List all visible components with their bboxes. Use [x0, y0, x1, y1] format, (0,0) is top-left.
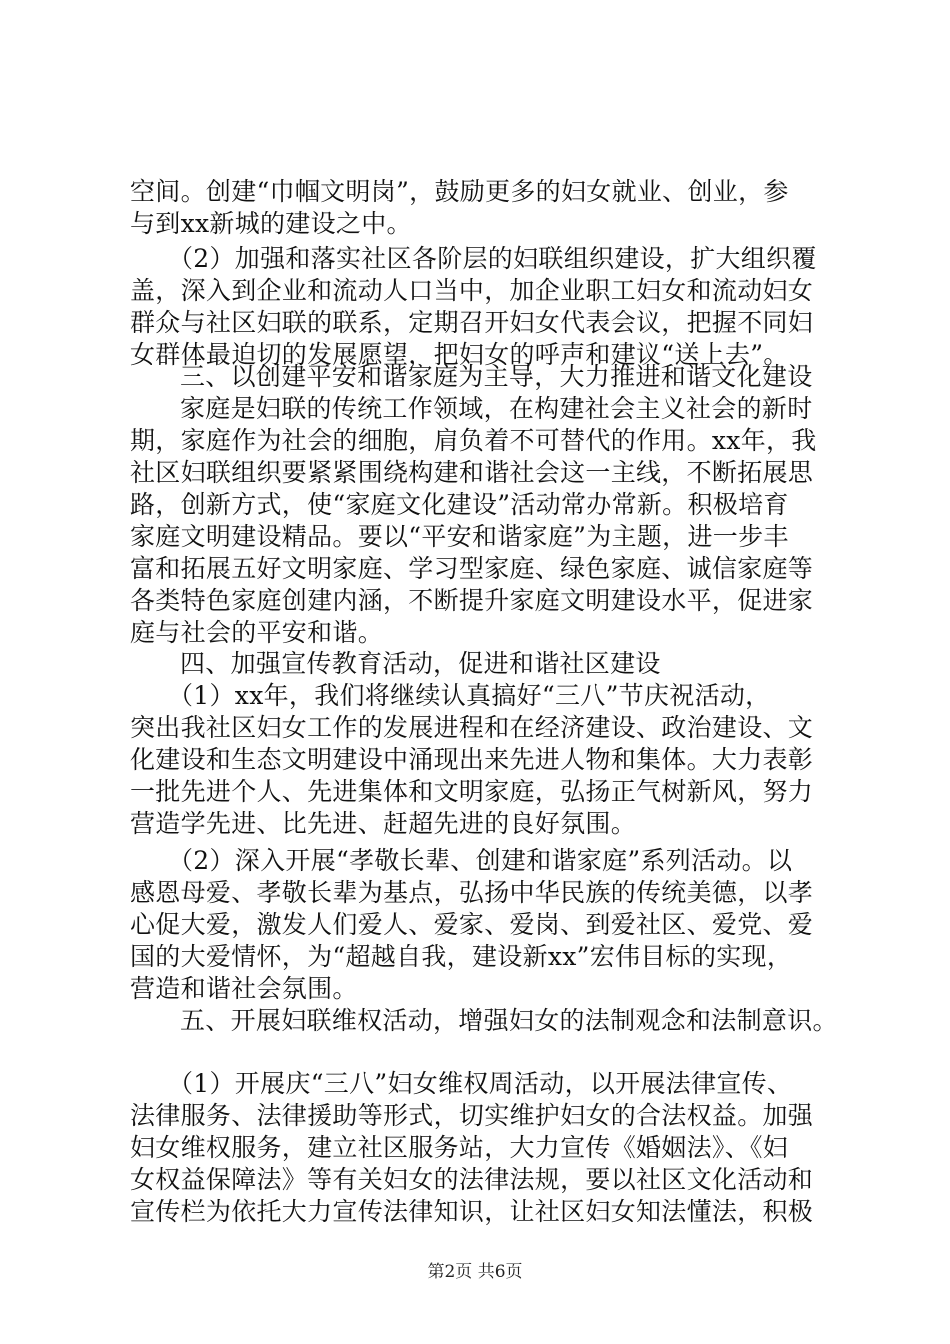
text-line: 群众与社区妇联的联系，定期召开妇女代表会议，把握不同妇: [130, 308, 814, 337]
text-line: 宣传栏为依托大力宣传法律知识，让社区妇女知法懂法，积极: [130, 1197, 814, 1226]
text-line: 法律服务、法律援助等形式，切实维护妇女的合法权益。加强: [130, 1101, 814, 1130]
page-number-footer: 第2页 共6页: [427, 1262, 523, 1282]
text-line: 期，家庭作为社会的细胞，肩负着不可替代的作用。xx年，我: [130, 426, 817, 455]
text-line: （1）xx年，我们将继续认真搞好“三八”节庆祝活动，: [168, 681, 771, 710]
text-line: 社区妇联组织要紧紧围绕构建和谐社会这一主线，不断拓展思: [130, 458, 814, 487]
text-line: 一批先进个人、先进集体和文明家庭，弘扬正气树新风，努力: [130, 777, 814, 806]
text-line: 妇女维权服务，建立社区服务站，大力宣传《婚姻法》、《妇: [130, 1133, 789, 1162]
text-line: 心促大爱，激发人们爱人、爱家、爱岗、到爱社区、爱党、爱: [130, 910, 814, 939]
text-line: 营造学先进、比先进、赶超先进的良好氛围。: [130, 809, 637, 838]
text-line: 女权益保障法》等有关妇女的法律法规，要以社区文化活动和: [130, 1165, 814, 1194]
text-line: （1）开展庆“三八”妇女维权周活动，以开展法律宣传、: [168, 1069, 793, 1098]
text-line: 空间。创建“巾帼文明岗”，鼓励更多的妇女就业、创业，参: [130, 177, 789, 206]
section-heading: 三、以创建平安和谐家庭为主导，大力推进和谐文化建设: [180, 362, 813, 391]
text-line: 庭与社会的平安和谐。: [130, 618, 384, 647]
text-line: 与到xx新城的建设之中。: [130, 209, 412, 238]
text-line: 盖，深入到企业和流动人口当中，加企业职工妇女和流动妇女: [130, 276, 814, 305]
section-heading: 五、开展妇联维权活动，增强妇女的法制观念和法制意识。: [180, 1006, 838, 1035]
text-line: 感恩母爱、孝敬长辈为基点，弘扬中华民族的传统美德，以孝: [130, 878, 814, 907]
text-line: （2）加强和落实社区各阶层的妇联组织建设，扩大组织覆: [168, 244, 817, 273]
text-line: 化建设和生态文明建设中涌现出来先进人物和集体。大力表彰: [130, 745, 814, 774]
text-line: 各类特色家庭创建内涵，不断提升家庭文明建设水平，促进家: [130, 586, 814, 615]
text-line: 路，创新方式，使“家庭文化建设”活动常办常新。积极培育: [130, 490, 789, 519]
text-line: 营造和谐社会氛围。: [130, 974, 358, 1003]
text-line: 国的大爱情怀，为“超越自我，建设新xx”宏伟目标的实现，: [130, 942, 793, 971]
section-heading: 四、加强宣传教育活动，促进和谐社区建设: [180, 649, 661, 678]
text-line: 女群体最迫切的发展愿望，把妇女的呼声和建议“送上去”。: [130, 340, 789, 369]
text-line: 富和拓展五好文明家庭、学习型家庭、绿色家庭、诚信家庭等: [130, 554, 814, 583]
text-line: （2）深入开展“孝敬长辈、创建和谐家庭”系列活动。以: [168, 846, 793, 875]
text-line: 家庭是妇联的传统工作领域，在构建社会主义社会的新时: [180, 394, 813, 423]
text-line: 突出我社区妇女工作的发展进程和在经济建设、政治建设、文: [130, 713, 814, 742]
text-line: 家庭文明建设精品。要以“平安和谐家庭”为主题，进一步丰: [130, 522, 789, 551]
